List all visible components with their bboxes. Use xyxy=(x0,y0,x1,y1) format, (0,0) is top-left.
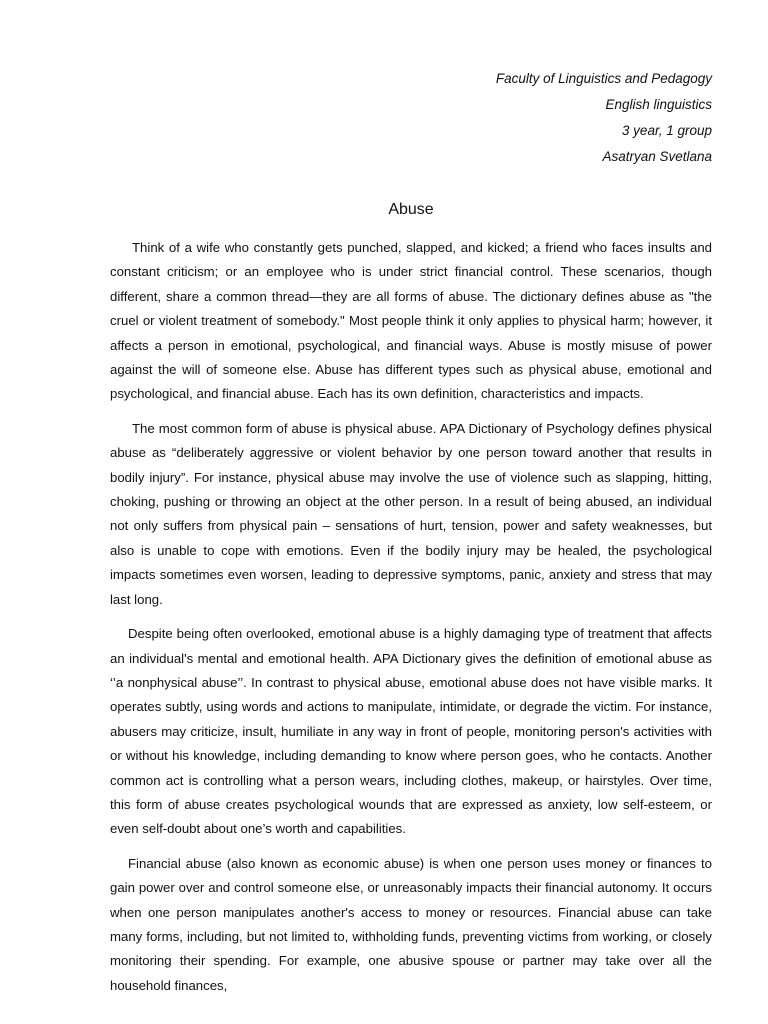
author-name: Asatryan Svetlana xyxy=(602,149,712,164)
year-group-line: 3 year, 1 group xyxy=(621,123,712,138)
document-title: Abuse xyxy=(388,201,434,218)
department-line: English linguistics xyxy=(605,97,712,112)
faculty-line: Faculty of Linguistics and Pedagogy xyxy=(495,71,712,86)
paragraph-emotional-abuse: Despite being often overlooked, emotional abuse is a highly damaging type of treatment that affects an individual's mental and emotional health. APA Dictionary gives the definition of emotional abuse as ‘’a nonphysical abuse’’. In contrast to physical abuse, emotional abuse does not have visible marks. It operates subtly, using words and actions to manipulate, intimidate, or degrade the victim. For instance, abusers may criticize, insult, humiliate in any way in front of people, monitoring person's activities with or without his knowledge, including demanding to know where person goes, who he contacts. Another common act is controlling what a person wears, including clothes, makeup, or hairstyles. Over time, this form of abuse creates psychological wounds that are expressed as anxiety, low self-esteem, or even self-doubt about one’s worth and capabilities. xyxy=(110,626,712,837)
author-header xyxy=(496,66,712,170)
paragraph-intro: Think of a wife who constantly gets punched, slapped, and kicked; a friend who faces insults and constant criticism; or an employee who is under strict financial control. These scenarios, though different, share a common thread—they are all forms of abuse. The dictionary defines abuse as "the cruel or violent treatment of somebody." Most people think it only applies to physical harm; however, it affects a person in emotional, psychological, and financial ways. Abuse is mostly misuse of power against the will of someone else. Abuse has different types such as physical abuse, emotional and psychological, and financial abuse. Each has its own definition, characteristics and impacts. xyxy=(110,240,712,402)
paragraph-financial-abuse: Financial abuse (also known as economic abuse) is when one person uses money or finances to gain power over and control someone else, or unreasonably impacts their financial autonomy. It occurs when one person manipulates another's access to money or resources. Financial abuse can take many forms, including, but not limited to, withholding funds, preventing victims from working, or closely monitoring their spending. For example, one abusive spouse or partner may take over all the household finances, xyxy=(110,855,712,993)
paragraph-physical-abuse: The most common form of abuse is physical abuse. APA Dictionary of Psychology defines physical abuse as “deliberately aggressive or violent behavior by one person toward another that results in bodily injury”. For instance, physical abuse may involve the use of violence such as slapping, hitting, choking, pushing or throwing an object at the other person. In a result of being abused, an individual not only suffers from physical pain – sensations of hurt, tension, power and safety weaknesses, but also is unable to cope with emotions. Even if the bodily injury may be healed, the psychological impacts sometimes even worsen, leading to depressive symptoms, panic, anxiety and stress that may last long. xyxy=(110,420,712,607)
document-body xyxy=(110,236,712,998)
